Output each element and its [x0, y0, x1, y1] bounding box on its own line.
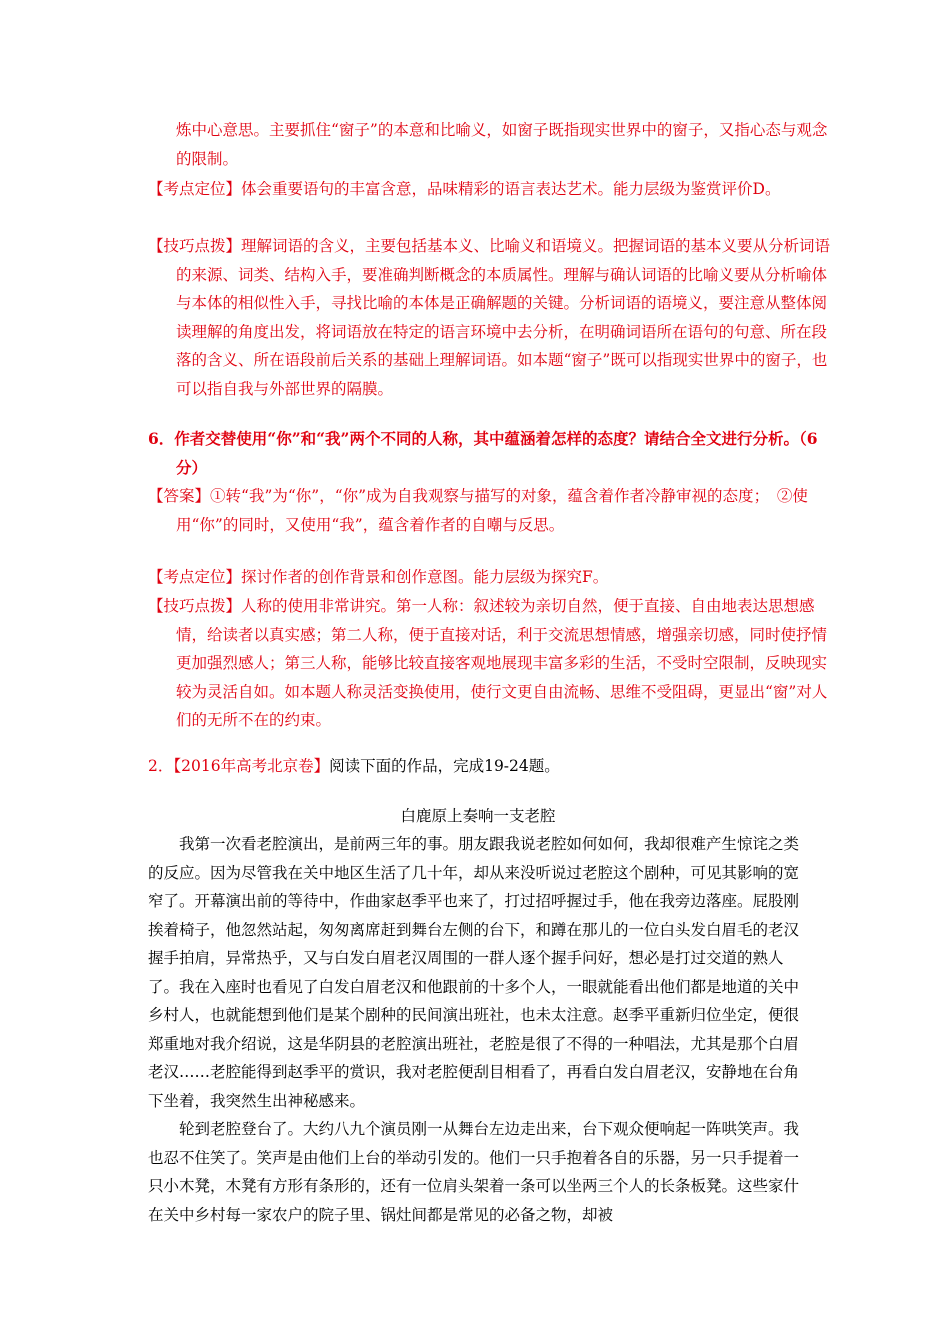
article-title: 白鹿原上奏响一支老腔 — [400, 807, 556, 825]
jiqiao-block-1 — [148, 232, 836, 403]
kaodian-block-1 — [148, 175, 836, 204]
analysis-continuation: 炼中心意思。主要抓住“窗子”的本意和比喻义，如窗子既指现实世界中的窗子，又指心态与观念的限制。 — [176, 121, 828, 168]
kaodian-text-2: 探讨作者的创作背景和创作意图。能力层级为探究F。 — [241, 568, 609, 586]
jiqiao-text-1: 理解词语的含义，主要包括基本义、比喻义和语境义。把握词语的基本义要从分析词语的来源、词类、结构入手，要准确判断概念的本质属性。理解与确认词语的比喻义要从分析喻体与本体的相似性入手，寻找比喻的本体是正确解题的关键。分析词语的语境义，要注意从整体阅读理解的角度出发，将词语放在特定的语言环境中去分析，在明确词语所在语句的句意、所在段落的含义、所在语段前后关系的基础上理解词语。如本题“窗子”既可以指现实世界中的窗子，也可以指自我与外部世界的隔膜。 — [176, 237, 831, 398]
jiqiao-label-1: 【技巧点拨】 — [148, 237, 242, 255]
item-2-number: 2． — [148, 757, 174, 775]
jiqiao-label-2: 【技巧点拨】 — [148, 597, 242, 615]
item-2-source: 【2016年高考北京卷】 — [173, 757, 330, 775]
answer-label: 【答案】 — [148, 487, 211, 505]
kaodian-block-2 — [148, 563, 836, 592]
answer-block — [148, 482, 836, 539]
article-paragraph-2: 轮到老腔登台了。大约八九个演员刚一从舞台左边走出来，台下观众便响起一阵哄笑声。我也忍不住笑了。笑声是由他们上台的举动引发的。他们一只手抱着各自的乐器，另一只手提着一只小木凳，木凳有方形有条形的，还有一位肩头架着一条可以坐两三个人的长条板凳。这些家什在关中乡村每一家农户的院子里、锅灶间都是常见的必备之物，却被 — [148, 1120, 800, 1224]
kaodian-text-1: 体会重要语句的丰富含意，品味精彩的语言表达艺术。能力层级为鉴赏评价D。 — [241, 180, 781, 198]
answer-text: ①转“我”为“你”，“你”成为自我观察与描写的对象，蕴含着作者冷静审视的态度； ②使用“你”的同时，又使用“我”，蕴含着作者的自嘲与反思。 — [176, 487, 808, 534]
article-paragraph-1: 我第一次看老腔演出，是前两三年的事。朋友跟我说老腔如何如何，我却很难产生惊诧之类的反应。因为尽管我在关中地区生活了几十年，却从来没听说过老腔这个剧种，可见其影响的宽窄了。开幕演出前的等待中，作曲家赵季平也来了，打过招呼握过手，他在我旁边落座。屁股刚挨着椅子，他忽然站起，匆匆离席赶到舞台左侧的台下，和蹲在那儿的一位白头发白眉毛的老汉握手拍肩，异常热乎，又与白发白眉老汉周围的一群人逐个握手问好，想必是打过交道的熟人了。我在入座时也看见了白发白眉老汉和他跟前的十多个人，一眼就能看出他们都是地道的关中乡村人，也就能想到他们是某个剧种的民间演出班社，也未太注意。赵季平重新归位坐定，便很郑重地对我介绍说，这是华阴县的老腔演出班社，老腔是很了不得的一种唱法，尤其是那个白眉老汉……老腔能得到赵季平的赏识，我对老腔便刮目相看了，再看白发白眉老汉，安静地在台角下坐着，我突然生出神秘感来。 — [148, 835, 800, 1110]
item-2-instruction: 阅读下面的作品，完成19-24题。 — [329, 757, 560, 775]
kaodian-label-2: 【考点定位】 — [148, 568, 242, 586]
kaodian-label-1: 【考点定位】 — [148, 180, 242, 198]
jiqiao-text-2: 人称的使用非常讲究。第一人称：叙述较为亲切自然，便于直接、自由地表达思想感情，给读者以真实感；第二人称，便于直接对话，利于交流思想情感，增强亲切感，同时使抒情更加强烈感人；第三人称，能够比较直接客观地展现丰富多彩的生活，不受时空限制，反映现实较为灵活自如。如本题人称灵活变换使用，使行文更自由流畅、思维不受阻碍，更显出“窗”对人们的无所不在的约束。 — [176, 597, 828, 729]
question-6: 6．作者交替使用“你”和“我”两个不同的人称，其中蕴涵着怎样的态度？请结合全文进行分析。（6分） — [148, 429, 818, 477]
item-2-heading — [148, 752, 808, 781]
jiqiao-block-2 — [148, 592, 836, 735]
